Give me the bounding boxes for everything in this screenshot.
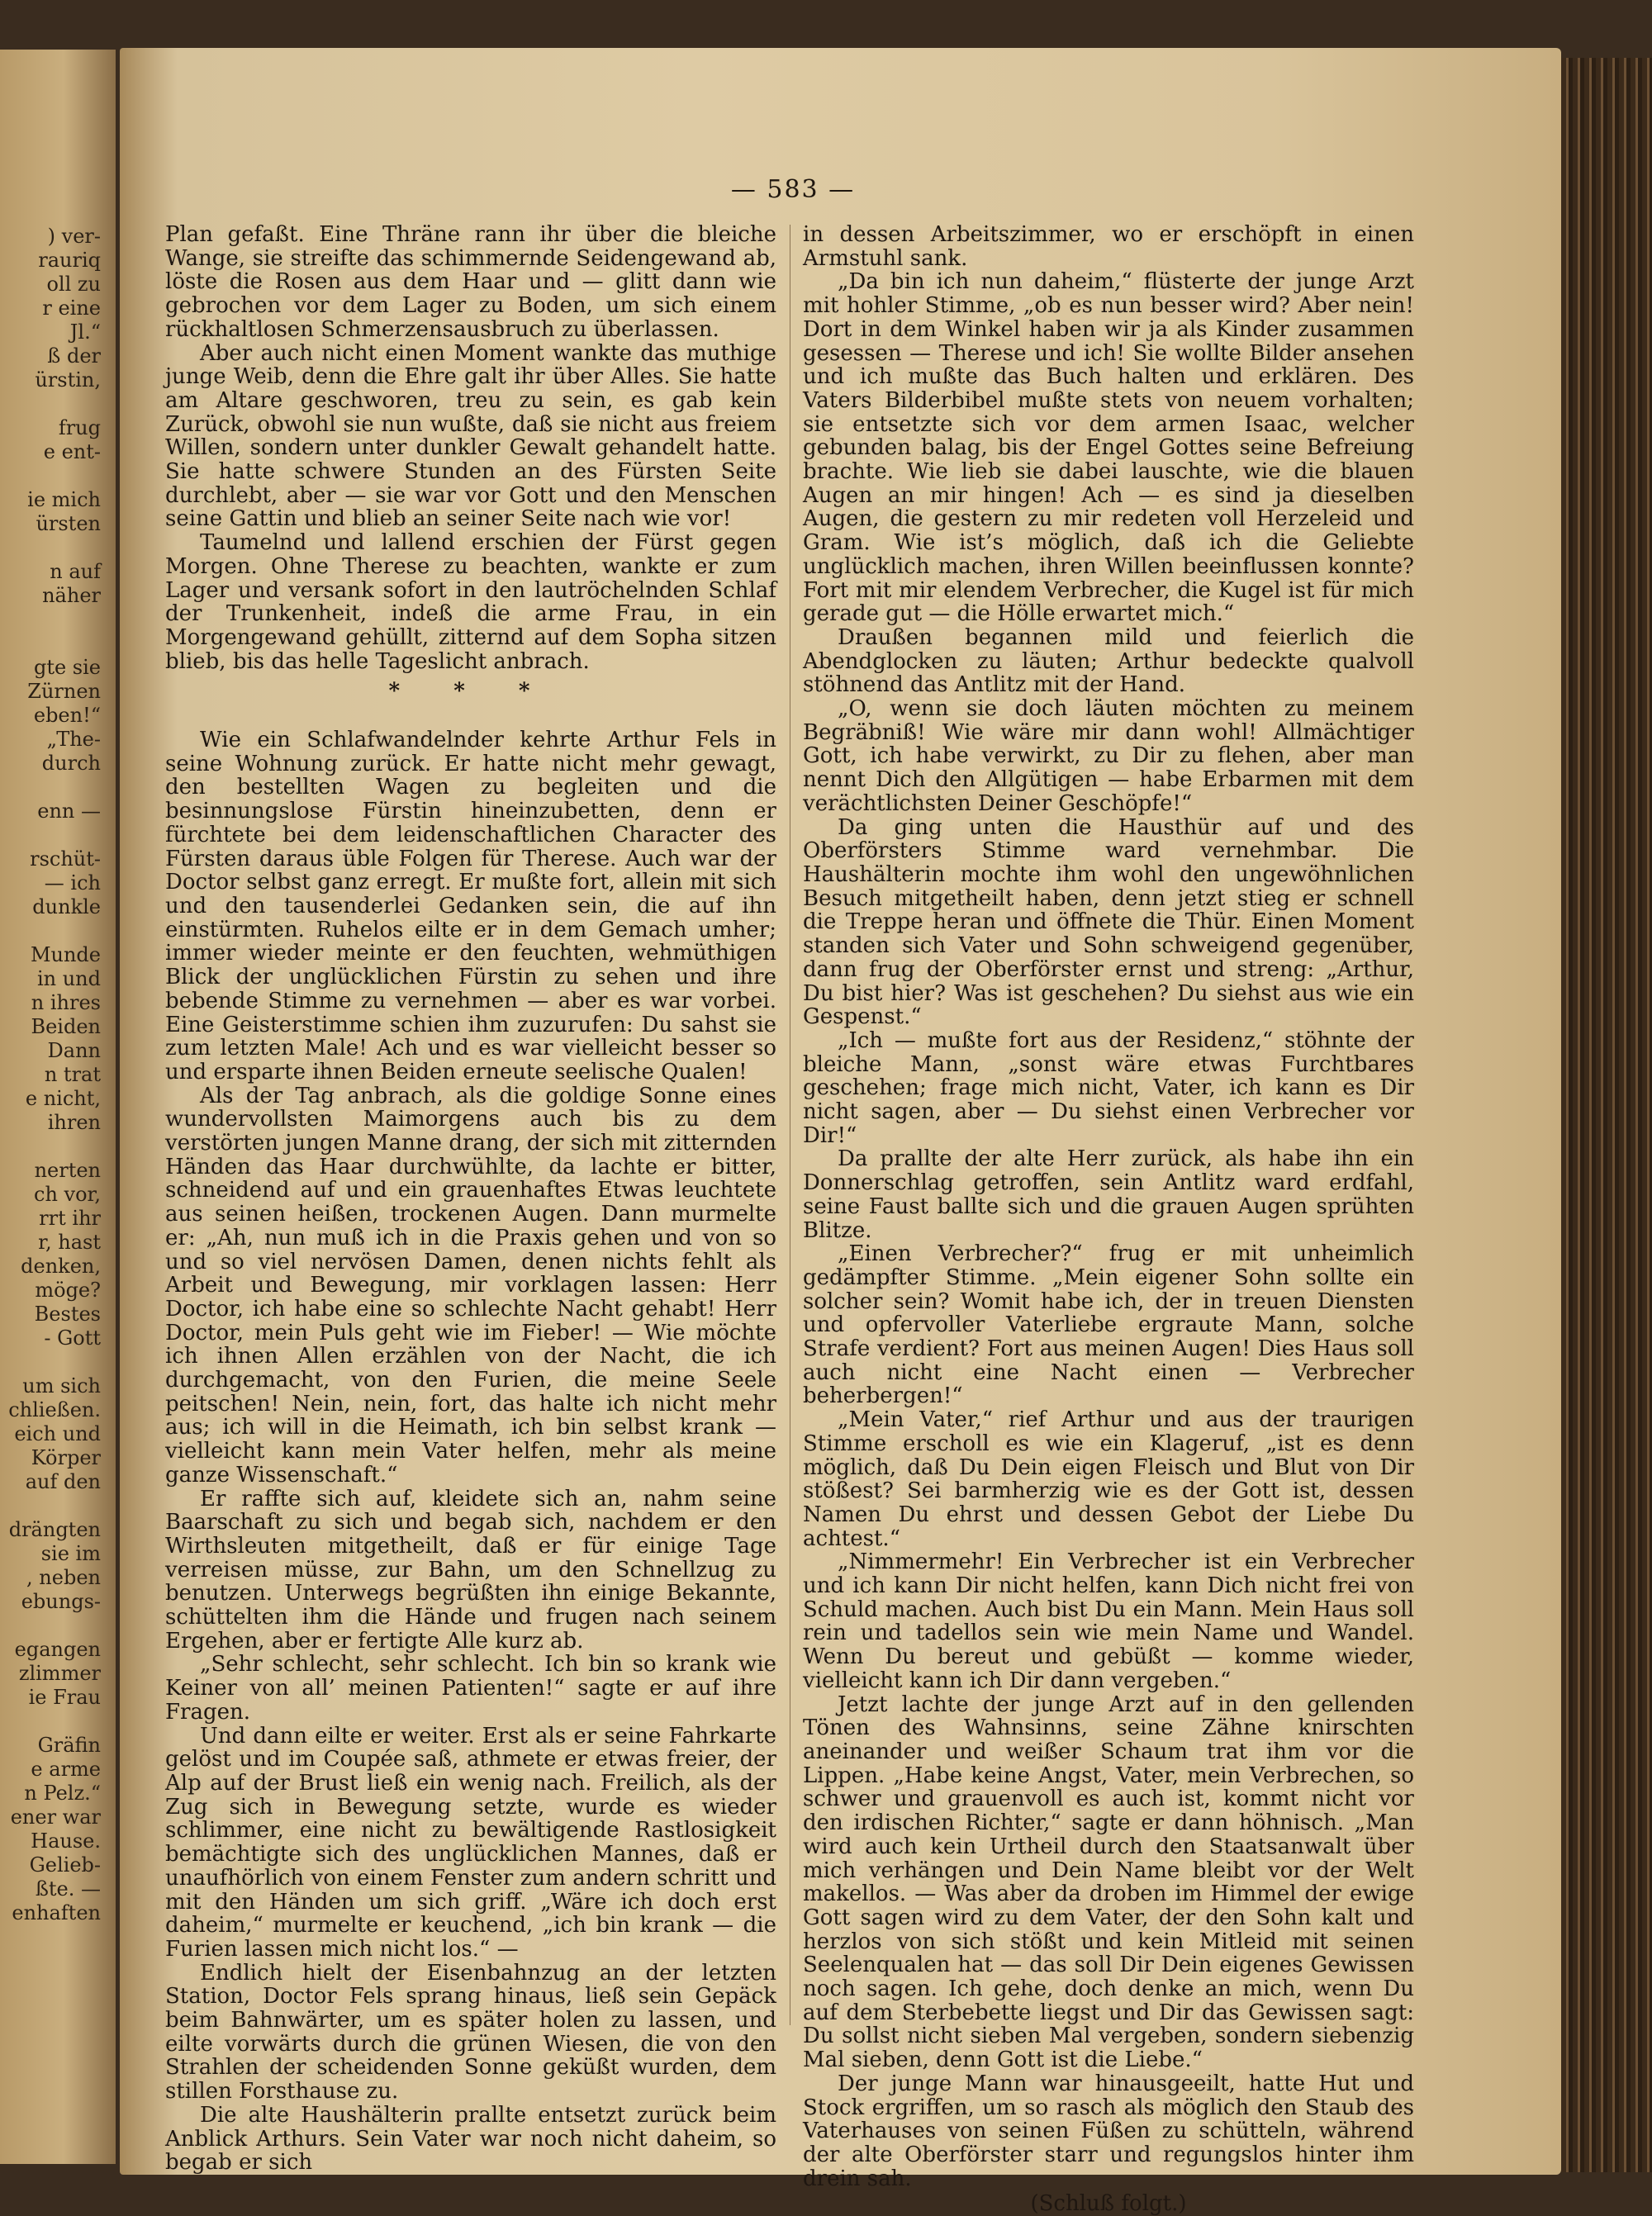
left-page-fragment-line: ie Frau <box>28 1686 101 1709</box>
left-page-fragment-line: näher <box>42 584 101 607</box>
book-page-edges <box>1561 58 1652 2172</box>
to-be-continued-note: (Schluß folgt.) <box>1030 2191 1187 2216</box>
left-page-fragment-line: auf den <box>25 1470 101 1493</box>
left-page-fragment-line: Beiden <box>31 1015 101 1038</box>
left-page-fragment-line: — ich <box>44 871 101 894</box>
left-page-fragment-line: e nicht, <box>25 1087 101 1110</box>
left-page-fragment-line: nerten <box>34 1159 101 1182</box>
left-page-fragment-line: - Gott <box>44 1326 101 1350</box>
paragraph: Plan gefaßt. Eine Thräne rann ihr über die bleiche Wange, sie streifte das schimmernde Seidengewand ab, löste die Rosen aus dem Haar und — glitt dann wie gebrochen vor dem Lager zu Boden, um sich einem rückhaltlosen Schmerzensausbruch zu überlassen. <box>165 222 776 342</box>
left-page-fragment-line: ch vor, <box>34 1183 101 1206</box>
left-page-fragment-line: enn — <box>37 800 101 823</box>
left-page-fragment-line: n auf <box>50 560 101 583</box>
paragraph: „O, wenn sie doch läuten möchten zu meinem Begräbniß! Wie wäre mir dann wohl! Allmächtiger Gott, ich habe verwirkt, zu Dir zu flehen, aber man nennt Dich den Allgütigen — habe Erbarmen mit dem verächtlichsten Deiner Geschöpfe!“ <box>803 696 1414 816</box>
left-page-fragment-line: ebungs- <box>21 1590 101 1613</box>
left-page-fragment-line: dunkle <box>32 895 101 918</box>
left-page-fragment-line: Körper <box>31 1446 101 1469</box>
paragraph: Taumelnd und lallend erschien der Fürst gegen Morgen. Ohne Therese zu beachten, wankte er zum Lager und versank sofort in den lautröchelnden Schlaf der Trunkenheit, indeß die arme Frau, in ein Morgengewand gehüllt, zitternd auf dem Sopha sitzen blieb, bis das helle Tageslicht anbrach. <box>165 530 776 674</box>
left-page-fragment-line: , neben <box>26 1566 101 1589</box>
left-page-fragment-line: rschüt- <box>30 847 101 871</box>
left-page-fragment-line: gte sie <box>33 656 101 679</box>
paragraph: „Sehr schlecht, sehr schlecht. Ich bin so krank wie Keiner von all’ meinen Patienten!“ sagte er auf ihre Fragen. <box>165 1652 776 1725</box>
paragraph: „Ich — mußte fort aus der Residenz,“ stöhnte der bleiche Mann, „sonst wäre etwas Furchtbares geschehen; frage mich nicht, Vater, ich kann es Dir nicht sagen, aber — Du siehst einen Verbrecher vor Dir!“ <box>803 1027 1414 1148</box>
left-page-fragment-line: rauriq <box>38 249 101 272</box>
left-page-fragment-line: in und <box>36 967 101 990</box>
paragraph: Da ging unten die Hausthür auf und des Oberförsters Stimme ward vernehmbar. Die Haushälterin mochte ihm wohl den ungewöhnlichen Besuch mitgetheilt haben, denn jetzt stieg er schnell die Treppe heran und öffnete die Thür. Einen Moment standen sich Vater und Sohn schweigend gegenüber, dann frug der Oberförster ernst und streng: „Arthur, Du bist hier? Was ist geschehen? Du siehst aus wie ein Gespenst.“ <box>803 814 1414 1030</box>
paragraph: „Da bin ich nun daheim,“ flüsterte der junge Arzt mit hohler Stimme, „ob es nun besser wird? Aber nein! Dort in dem Winkel haben wir ja als Kinder zusammen gesessen — Therese und ich! Sie wollte Bilder ansehen und ich mußte das Buch halten und erklären. Des Vaters Bilderbibel mußte stets von neuem vorhalten; sie entsetzte sich vor dem armen Isaac, welcher gebunden balag, bis der Engel Gottes seine Befreiung brachte. Wie lieb sie dabei lauschte, wie die blauen Augen an mir hingen! Ach — es sind ja dieselben Augen, die gestern zu mir redeten voll Herzeleid und Gram. Wie ist’s möglich, daß ich die Geliebte unglücklich machen, ihren Willen beeinflussen konnte? Fort mit mir elendem Verbrecher, die Kugel ist für mich gerade gut — die Hölle erwartet mich.“ <box>803 269 1414 627</box>
left-page-fragment-line: zlimmer <box>18 1662 101 1685</box>
left-page-fragment-line: oll zu <box>46 273 101 296</box>
paragraph: Der junge Mann war hinausgeeilt, hatte Hut und Stock ergriffen, um so rasch als möglich den Staub des Vaterhauses von seinen Füßen zu schütteln, während der alte Oberförster starr und regungslos hinter ihm drein sah. <box>803 2071 1414 2191</box>
left-page-fragment-line: „The- <box>46 728 101 751</box>
left-page-fragment-line: chließen. <box>8 1398 101 1421</box>
paragraph: „Einen Verbrecher?“ frug er mit unheimlich gedämpfter Stimme. „Mein eigener Sohn sollte ein solcher sein? Womit habe ich, der in treuen Diensten und opfervoller Vaterliebe ergraute Mann, solche Strafe verdient? Fort aus meinen Augen! Dies Haus soll auch nicht eine Nacht einen — Verbrecher beherbergen!“ <box>803 1241 1414 1409</box>
left-page-fragment-line: n trat <box>44 1063 101 1086</box>
left-page-fragment-line: r, hast <box>38 1231 101 1254</box>
paragraph: Draußen begannen mild und feierlich die Abendglocken zu läuten; Arthur bedeckte qualvoll stöhnend das Antlitz mit der Hand. <box>803 624 1414 698</box>
left-page-fragment-line: sie im <box>40 1542 101 1565</box>
left-page-fragment-line: eben!“ <box>33 704 101 727</box>
paragraph: Jetzt lachte der junge Arzt auf in den gellenden Tönen des Wahnsinns, seine Zähne knirschten aneinander und weißer Schaum trat ihm vor die Lippen. „Habe keine Angst, Vater, mein Verbrechen, so schwer und grauenvoll es auch ist, kommt nicht vor den irdischen Richter,“ sagte er dann höhnisch. „Man wird auch kein Urtheil durch den Staatsanwalt über mich verhängen und Dein Name bleibt vor der Welt makellos. — Was aber da droben im Himmel der ewige Gott sagen wird zu dem Vater, der den Sohn kalt und herzlos von sich stößt und kein Mitleid mit seinen Seelenqualen hat — das soll Dir Dein eigenes Gewissen noch sagen. Ich gehe, doch denke an mich, wenn Du auf dem Sterbebette liegst und Dir das Gewissen sagt: Du sollst nicht sieben Mal vergeben, sondern siebenzig Mal sieben, denn Gott ist die Liebe.“ <box>803 1692 1414 2073</box>
left-page-fragment-line: ß der <box>47 344 101 368</box>
left-page-fragment-line: eich und <box>14 1422 101 1445</box>
left-page-fragment-line: Gräfin <box>37 1734 101 1757</box>
paragraph: „Nimmermehr! Ein Verbrecher ist ein Verbrecher und ich kann Dir nicht helfen, kann Dich nicht frei von Schuld machen. Auch bist Du ein Mann. Mein Haus soll rein und tadellos sein wie mein Name und Wandel. Wenn Du bereut und gebüßt — komme wieder, vielleicht kann ich Dir dann vergeben.“ <box>803 1549 1414 1693</box>
left-page-fragment-line: Jl.“ <box>69 320 101 344</box>
left-page-fragment-line: denken, <box>21 1255 101 1278</box>
left-page-fragment-line: egangen <box>14 1638 101 1661</box>
left-page-fragment-line: durch <box>41 752 101 775</box>
left-page-fragment-line: ürstin, <box>35 368 101 391</box>
page-number: — 583 — <box>730 175 856 204</box>
left-page-fragment-line: r eine <box>42 297 101 320</box>
left-page-fragment-line: ürsten <box>36 512 101 535</box>
left-page-fragment-line: n Pelz.“ <box>24 1782 101 1805</box>
left-page-fragment-line: Zürnen <box>27 680 101 703</box>
right-text-column <box>803 223 1414 2216</box>
left-page-fragment-line: n ihres <box>31 991 101 1014</box>
left-page-fragment-line: Munde <box>30 943 101 966</box>
left-text-column <box>165 223 776 2175</box>
left-page-fragment-line: ie mich <box>27 488 101 511</box>
left-page-fragment-line: Gelieb- <box>29 1853 101 1877</box>
left-page-fragment-line: möge? <box>35 1279 101 1302</box>
paragraph: Die alte Haushälterin prallte entsetzt zurück beim Anblick Arthurs. Sein Vater war noch nicht daheim, so begab er sich <box>165 2102 776 2176</box>
left-page-fragment-line: Bestes <box>34 1303 101 1326</box>
left-page-fragment-line: um sich <box>22 1374 101 1397</box>
left-page-fragment-line: ener war <box>10 1806 101 1829</box>
left-page-fragment-line: ) ver- <box>47 225 101 248</box>
left-page-fragment-line: enhaften <box>12 1901 101 1924</box>
paragraph: Er raffte sich auf, kleidete sich an, nahm seine Baarschaft zu sich und begab sich, nachdem er den Wirthsleuten mitgetheilt, daß er für einige Tage verreisen müsse, zur Bahn, um den Schnellzug zu benutzen. Unterwegs begrüßten ihn einige Bekannte, schüttelten ihm die Hände und frugen nach seinem Ergehen, aber er fertigte Alle kurz ab. <box>165 1486 776 1654</box>
left-page-fragment-line: e ent- <box>43 440 101 463</box>
left-page-fragment-line: ßte. — <box>35 1877 101 1900</box>
paragraph: „Mein Vater,“ rief Arthur und aus der traurigen Stimme erscholl es wie ein Klageruf, „ist es denn möglich, daß Du Dein eigen Fleisch und Blut von Dir stößest? Sei barmherzig wie es der Gott ist, dessen Namen Du ehrst und dessen Gebot der Liebe Du achtest.“ <box>803 1407 1414 1551</box>
paragraph: in dessen Arbeitszimmer, wo er erschöpft in einen Armstuhl sank. <box>803 222 1414 271</box>
left-page-fragment-line: ihren <box>47 1111 101 1134</box>
paragraph: Endlich hielt der Eisenbahnzug an der letzten Station, Doctor Fels sprang hinaus, ließ sein Gepäck beim Bahnwärter, um es später holen zu lassen, und eilte vorwärts durch die grünen Wiesen, die von den Strahlen der scheidenden Sonne geküßt wurden, dem stillen Forsthause zu. <box>165 1960 776 2104</box>
left-page-fragment-line: Hause. <box>31 1829 101 1853</box>
left-page-fragment-line: rrt ihr <box>39 1207 101 1230</box>
left-page-fragment-line: frug <box>58 416 101 439</box>
paragraph: Als der Tag anbrach, als die goldige Sonne eines wundervollsten Maimorgens auch bis zu dem verstörten jungen Manne drang, der sich mit zitternden Händen das Haar durchwühlte, da lachte er bitter, schneidend auf und ein grauenhaftes Etwas leuchtete aus seinen heißen, trockenen Augen. Dann murmelte er: „Ah, nun muß ich in die Praxis gehen und von so und so viel nervösen Damen, denen nichts fehlt als Arbeit und Bewegung, mir vorklagen lassen: Herr Doctor, ich habe eine so schlechte Nacht gehabt! Herr Doctor, mein Puls geht wie im Fieber! — Wie möchte ich ihnen Allen erzählen von der Nacht, die ich durchgemacht, von den Furien, die meine Seele peitschen! Nein, nein, fort, das halte ich nicht mehr aus; ich will in die Heimath, ich bin selbst krank — vielleicht kann mein Vater helfen, mehr als meine ganze Wissenschaft.“ <box>165 1083 776 1488</box>
left-page-fragment-line: e arme <box>31 1758 101 1781</box>
left-page-fragment <box>0 50 116 2164</box>
paragraph: Da prallte der alte Herr zurück, als habe ihn ein Donnerschlag getroffen, sein Antlitz ward erdfahl, seine Faust ballte sich und die grauen Augen sprühten Blitze. <box>803 1146 1414 1243</box>
left-page-fragment-line: drängten <box>8 1518 101 1541</box>
paragraph: Wie ein Schlafwandelnder kehrte Arthur Fels in seine Wohnung zurück. Er hatte nicht mehr gewagt, den bestellten Wagen zu begleiten und die besinnungslose Fürstin hineinzubetten, denn er fürchtete bei dem leidenschaftlichen Character des Fürsten daraus üble Folgen für Therese. Auch war der Doctor selbst ganz erregt. Er mußte fort, allein mit sich und den tausenderlei Gedanken sein, die auf ihn einstürmten. Ruhelos eilte er in dem Gemach umher; immer wieder meinte er den feuchten, wehmüthigen Blick der unglücklichen Fürstin zu sehen und ihre bebende Stimme zu vernehmen — aber es war vorbei. Eine Geisterstimme schien ihm zuzurufen: Du sahst sie zum letzten Male! Ach und es war vielleicht besser so und ersparte ihnen Beiden erneute seelische Qualen! <box>165 728 776 1084</box>
section-separator: * * * <box>388 679 553 705</box>
paragraph: Und dann eilte er weiter. Erst als er seine Fahrkarte gelöst und im Coupée saß, athmete er etwas freier, der Alp auf der Brust ließ ein wenig nach. Freilich, als der Zug sich in Bewegung setzte, wurde es wieder schlimmer, eine nicht zu bewältigende Rastlosigkeit bemächtigte sich des unglücklichen Mannes, daß er unaufhörlich von einem Fenster zum andern schritt und mit den Händen um sich griff. „Wäre ich doch erst daheim,“ murmelte er keuchend, „ich bin krank — die Furien lassen mich nicht los.“ — <box>165 1723 776 1962</box>
paragraph: Aber auch nicht einen Moment wankte das muthige junge Weib, denn die Ehre galt ihr über Alles. Sie hatte am Altare geschworen, treu zu sein, es gab kein Zurück, obwohl sie nun wußte, daß sie nicht aus freiem Willen, sondern unter dunkler Gewalt gehandelt hatte. Sie hatte schwere Stunden an des Fürsten Seite durchlebt, aber — sie war vor Gott und den Menschen seine Gattin und blieb an seiner Seite nach wie vor! <box>165 340 776 532</box>
left-page-fragment-line: Dann <box>47 1039 101 1062</box>
